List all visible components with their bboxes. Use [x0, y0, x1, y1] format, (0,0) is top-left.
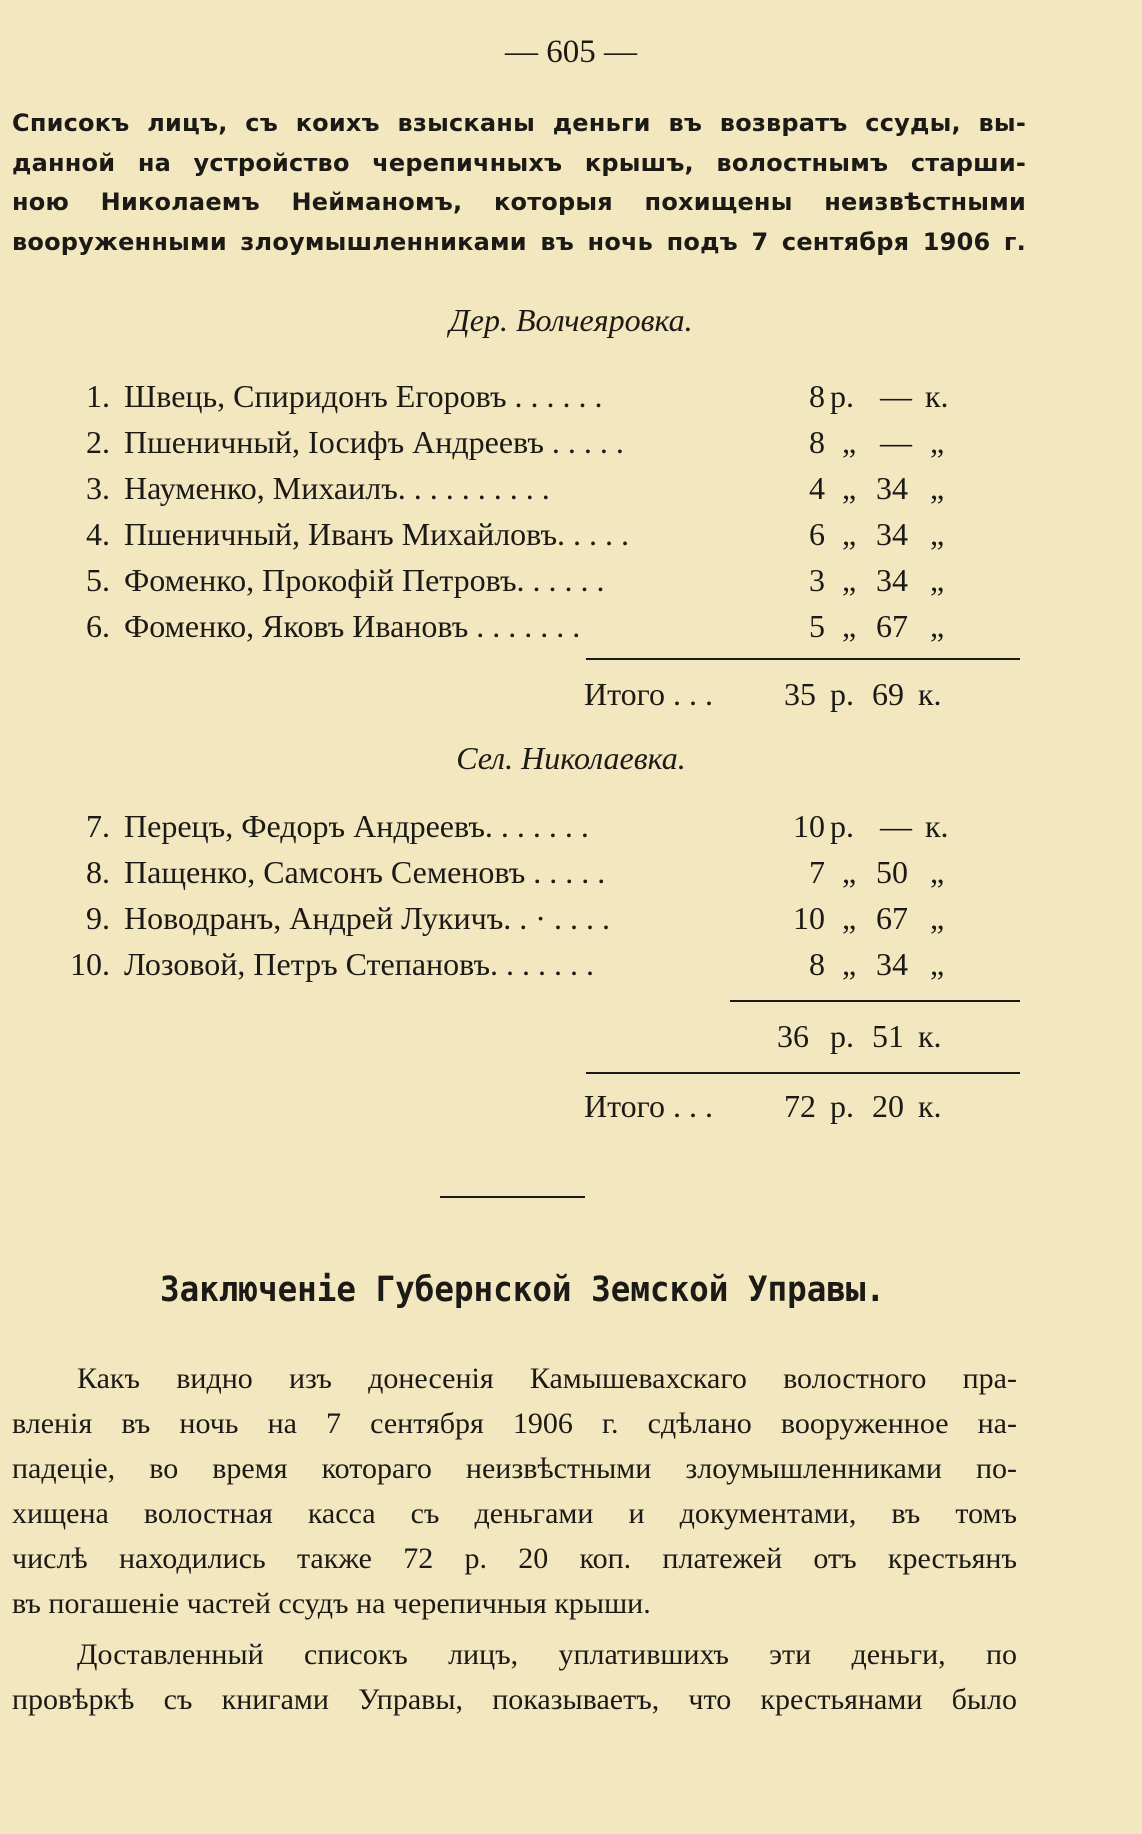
kopecks: 67	[876, 608, 908, 644]
total-rubles: 35	[784, 676, 816, 712]
village-title: Дер. Волчеяровка.	[449, 302, 693, 338]
kopecks-unit: к.	[925, 808, 949, 844]
person-name: Новодранъ, Андрей Лукичъ. . · . . . .	[124, 900, 610, 936]
page-number: — 605 —	[505, 34, 637, 70]
rubles: 8	[809, 378, 825, 414]
paragraph	[12, 1356, 1017, 1626]
row-number: 5.	[86, 562, 110, 598]
heading-line: данной на устройство черепичныхъ крышъ, волостнымъ старши-	[12, 148, 1026, 177]
rubles-unit: р.	[830, 378, 854, 414]
kopecks: 34	[876, 946, 908, 982]
row-number: 10.	[70, 946, 110, 982]
total-rubles-unit: р.	[830, 1088, 854, 1124]
table-row	[0, 946, 1142, 986]
paragraph-line: Какъ видно изъ донесенія Камышевахскаго волостного пра-	[77, 1362, 1017, 1395]
row-number: 4.	[86, 516, 110, 552]
list-heading	[12, 104, 1026, 262]
rubles-unit: р.	[830, 808, 854, 844]
person-name: Перецъ, Федоръ Андреевъ. . . . . . .	[124, 808, 589, 844]
person-name: Фоменко, Яковъ Ивановъ . . . . . . .	[124, 608, 581, 644]
rubles: 3	[809, 562, 825, 598]
kopecks-unit: к.	[925, 378, 949, 414]
kopecks: —	[880, 424, 912, 460]
kopecks: 34	[876, 562, 908, 598]
kopecks: 50	[876, 854, 908, 890]
subtotal-rule	[730, 1000, 1020, 1002]
rubles: 7	[809, 854, 825, 890]
paragraph-line: падеціе, во время котораго неизвѣстными злоумышленниками по-	[12, 1452, 1017, 1485]
kopecks: 67	[876, 900, 908, 936]
person-name: Фоменко, Прокофій Петровъ. . . . . .	[124, 562, 605, 598]
sum-rule	[586, 1072, 1020, 1074]
kopecks-unit: „	[930, 608, 945, 644]
rubles: 5	[809, 608, 825, 644]
heading-line: вооруженными злоумышленниками въ ночь подъ 7 сентября 1906 г.	[12, 227, 1026, 256]
row-number: 9.	[86, 900, 110, 936]
section-divider	[440, 1196, 585, 1198]
kopecks-unit: „	[930, 900, 945, 936]
rubles: 4	[809, 470, 825, 506]
heading-line: ною Николаемъ Нейманомъ, которыя похищены неизвѣстными	[12, 188, 1026, 216]
rubles-unit: „	[842, 516, 857, 552]
table-row	[0, 516, 1142, 556]
rubles: 10	[793, 808, 825, 844]
kopecks-unit: „	[930, 562, 945, 598]
kopecks-unit: „	[930, 854, 945, 890]
rubles: 6	[809, 516, 825, 552]
row-number: 3.	[86, 470, 110, 506]
total-kopecks-unit: к.	[918, 1088, 942, 1124]
table-row	[0, 854, 1142, 894]
table-row	[0, 608, 1142, 648]
kopecks-unit: „	[930, 424, 945, 460]
paragraph-line: Доставленный списокъ лицъ, уплатившихъ эти деньги, по	[77, 1638, 1017, 1671]
paragraph-line: въ погашеніе частей ссудъ на черепичныя крыши.	[12, 1587, 651, 1620]
village-title: Сел. Николаевка.	[456, 740, 686, 776]
rubles-unit: „	[842, 946, 857, 982]
person-name: Пащенко, Самсонъ Семеновъ . . . . .	[124, 854, 606, 890]
total-kopecks-unit: к.	[918, 676, 942, 712]
rubles: 8	[809, 424, 825, 460]
table-row	[0, 470, 1142, 510]
total-kopecks: 69	[872, 676, 904, 712]
kopecks: 34	[876, 516, 908, 552]
subtotal-kopecks: 51	[872, 1018, 904, 1054]
rubles: 8	[809, 946, 825, 982]
paragraph-line: хищена волостная касса съ деньгами и документами, въ томъ	[12, 1497, 1017, 1530]
kopecks-unit: „	[930, 516, 945, 552]
rubles-unit: „	[842, 424, 857, 460]
total-kopecks: 20	[872, 1088, 904, 1124]
table-row	[0, 900, 1142, 940]
paragraph	[12, 1632, 1017, 1722]
row-number: 2.	[86, 424, 110, 460]
person-name: Лозовой, Петръ Степановъ. . . . . . .	[124, 946, 595, 982]
rubles-unit: „	[842, 854, 857, 890]
total-rubles-unit: р.	[830, 676, 854, 712]
subtotal-rubles-unit: р.	[830, 1018, 854, 1054]
sum-rule	[586, 658, 1020, 660]
kopecks: —	[880, 378, 912, 414]
rubles-unit: „	[842, 608, 857, 644]
table-row	[0, 808, 1142, 848]
person-name: Швець, Спиридонъ Егоровъ . . . . . .	[124, 378, 603, 414]
row-number: 8.	[86, 854, 110, 890]
row-number: 7.	[86, 808, 110, 844]
table-row	[0, 378, 1142, 418]
kopecks-unit: „	[930, 470, 945, 506]
rubles: 10	[793, 900, 825, 936]
row-number: 6.	[86, 608, 110, 644]
paragraph-line: вленія въ ночь на 7 сентября 1906 г. сдѣлано вооруженное на-	[12, 1407, 1017, 1440]
rubles-unit: „	[842, 562, 857, 598]
total-label: Итого . . .	[584, 676, 713, 712]
table-row	[0, 424, 1142, 464]
total-rubles: 72	[784, 1088, 816, 1124]
paragraph-line: числѣ находились также 72 р. 20 коп. платежей отъ крестьянъ	[12, 1542, 1017, 1575]
conclusion-title: Заключеніе Губернской Земской Управы.	[160, 1270, 886, 1310]
rubles-unit: „	[842, 470, 857, 506]
subtotal-kopecks-unit: к.	[918, 1018, 942, 1054]
row-number: 1.	[86, 378, 110, 414]
kopecks: 34	[876, 470, 908, 506]
table-row	[0, 562, 1142, 602]
paragraph-line: провѣркѣ съ книгами Управы, показываетъ, что крестьянами было	[12, 1683, 1017, 1716]
person-name: Науменко, Михаилъ. . . . . . . . . .	[124, 470, 550, 506]
kopecks-unit: „	[930, 946, 945, 982]
heading-line: Списокъ лицъ, съ коихъ взысканы деньги въ возвратъ ссуды, вы-	[12, 109, 1026, 137]
person-name: Пшеничный, Іосифъ Андреевъ . . . . .	[124, 424, 624, 460]
person-name: Пшеничный, Иванъ Михайловъ. . . . .	[124, 516, 630, 552]
total-label: Итого . . .	[584, 1088, 713, 1124]
subtotal-rubles: 36	[777, 1018, 809, 1054]
kopecks: —	[880, 808, 912, 844]
rubles-unit: „	[842, 900, 857, 936]
